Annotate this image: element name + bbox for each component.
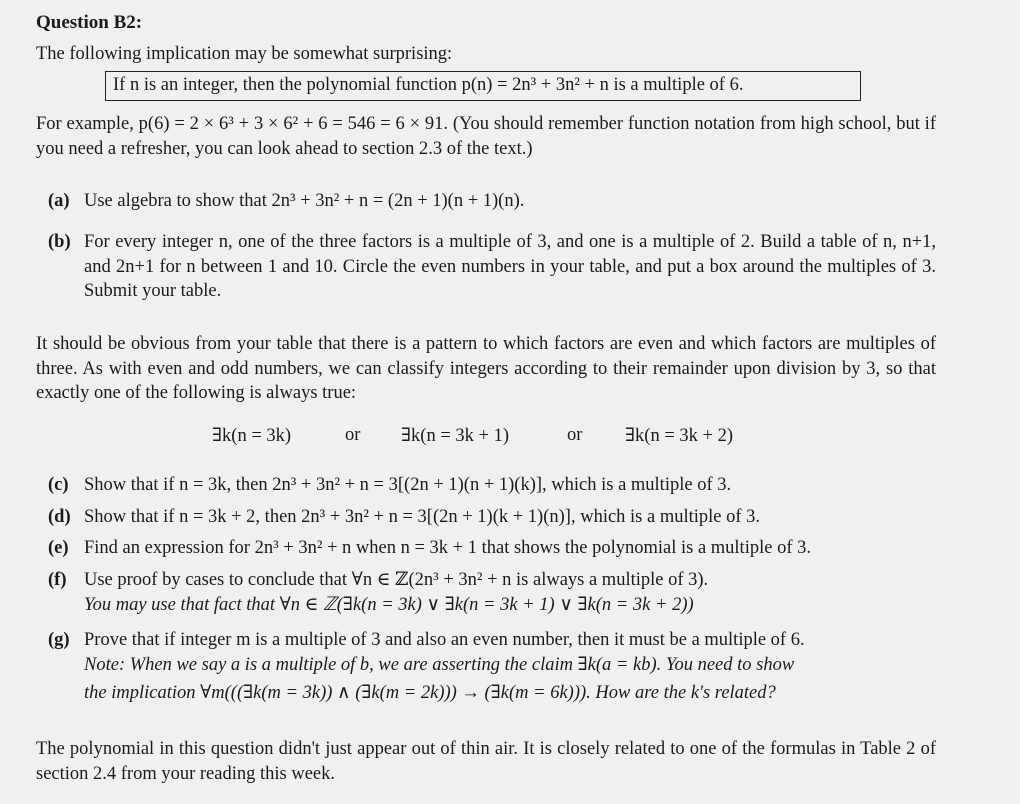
part-d-text: Show that if n = 3k + 2, then 2n³ + 3n² + n = 3[(2n + 1)(k + 1)(n)], which is a multiple of 3.	[84, 507, 761, 527]
part-f	[48, 568, 936, 617]
part-e-label: (e)	[48, 538, 69, 558]
closing-paragraph: The polynomial in this question didn't just appear out of thin air. It is closely related to one of the formulas in Table 2 of section 2.4 from your reading this week.	[36, 739, 936, 784]
part-a	[48, 189, 936, 214]
example-paragraph: For example, p(6) = 2 × 6³ + 3 × 6² + 6 = 546 = 6 × 91. (You should remember function notation from high school, but if you need a refresher, you can look ahead to section 2.3 of the text.)	[36, 114, 936, 159]
part-f-text: Use proof by cases to conclude that ∀n ∈ ℤ(2n³ + 3n² + n is always a multiple of 3).	[84, 570, 709, 590]
part-d-label: (d)	[48, 507, 71, 527]
part-g-label: (g)	[48, 630, 70, 650]
or-separator: or	[567, 425, 583, 445]
part-c-text: Show that if n = 3k, then 2n³ + 3n² + n = 3[(2n + 1)(n + 1)(k)], which is a multiple of 3.	[84, 475, 732, 495]
part-d	[48, 505, 936, 530]
case-3k: ∃k(n = 3k)	[212, 426, 292, 446]
or-separator: or	[345, 425, 361, 445]
part-a-text: Use algebra to show that 2n³ + 3n² + n = (2n + 1)(n + 1)(n).	[84, 191, 525, 211]
part-b-label: (b)	[48, 232, 71, 252]
case-3k-plus-1: ∃k(n = 3k + 1)	[401, 426, 509, 446]
part-g-note-line1: Note: When we say a is a multiple of b, we are asserting the claim ∃k(a = kb). You need to show	[84, 654, 795, 675]
part-e-text: Find an expression for 2n³ + 3n² + n when n = 3k + 1 that shows the polynomial is a multiple of 3.	[84, 538, 811, 558]
part-b-text: For every integer n, one of the three factors is a multiple of 3, and one is a multiple of 2. Build a table of n, n+1, and 2n+1 for n between 1 and 10. Circle the even numbers in your table, and put a box around the multiples of 3. Submit your table.	[84, 232, 936, 301]
part-g-note-line2: the implication ∀m(((∃k(m = 3k)) ∧ (∃k(m = 2k))) → (∃k(m = 6k))). How are the k's related?	[84, 683, 776, 703]
part-g	[48, 628, 936, 706]
part-c-label: (c)	[48, 475, 69, 495]
part-f-note: You may use that fact that ∀n ∈ ℤ(∃k(n = 3k) ∨ ∃k(n = 3k + 1) ∨ ∃k(n = 3k + 2))	[84, 594, 694, 615]
part-f-label: (f)	[48, 570, 67, 590]
part-a-label: (a)	[48, 191, 70, 211]
question-heading: Question B2:	[36, 12, 143, 33]
part-g-text: Prove that if integer m is a multiple of 3 and also an even number, then it must be a multiple of 6.	[84, 630, 805, 650]
part-c	[48, 473, 936, 498]
case-3k-plus-2: ∃k(n = 3k + 2)	[625, 426, 733, 446]
part-e	[48, 536, 936, 561]
intro-text: The following implication may be somewhat surprising:	[36, 44, 453, 64]
part-b	[48, 230, 936, 304]
pattern-paragraph: It should be obvious from your table that there is a pattern to which factors are even and which factors are multiples of three. As with even and odd numbers, we can classify integers according to their remainder upon division by 3, so that exactly one of the following is always true:	[36, 334, 936, 403]
boxed-statement: If n is an integer, then the polynomial function p(n) = 2n³ + 3n² + n is a multiple of 6.	[105, 71, 861, 101]
